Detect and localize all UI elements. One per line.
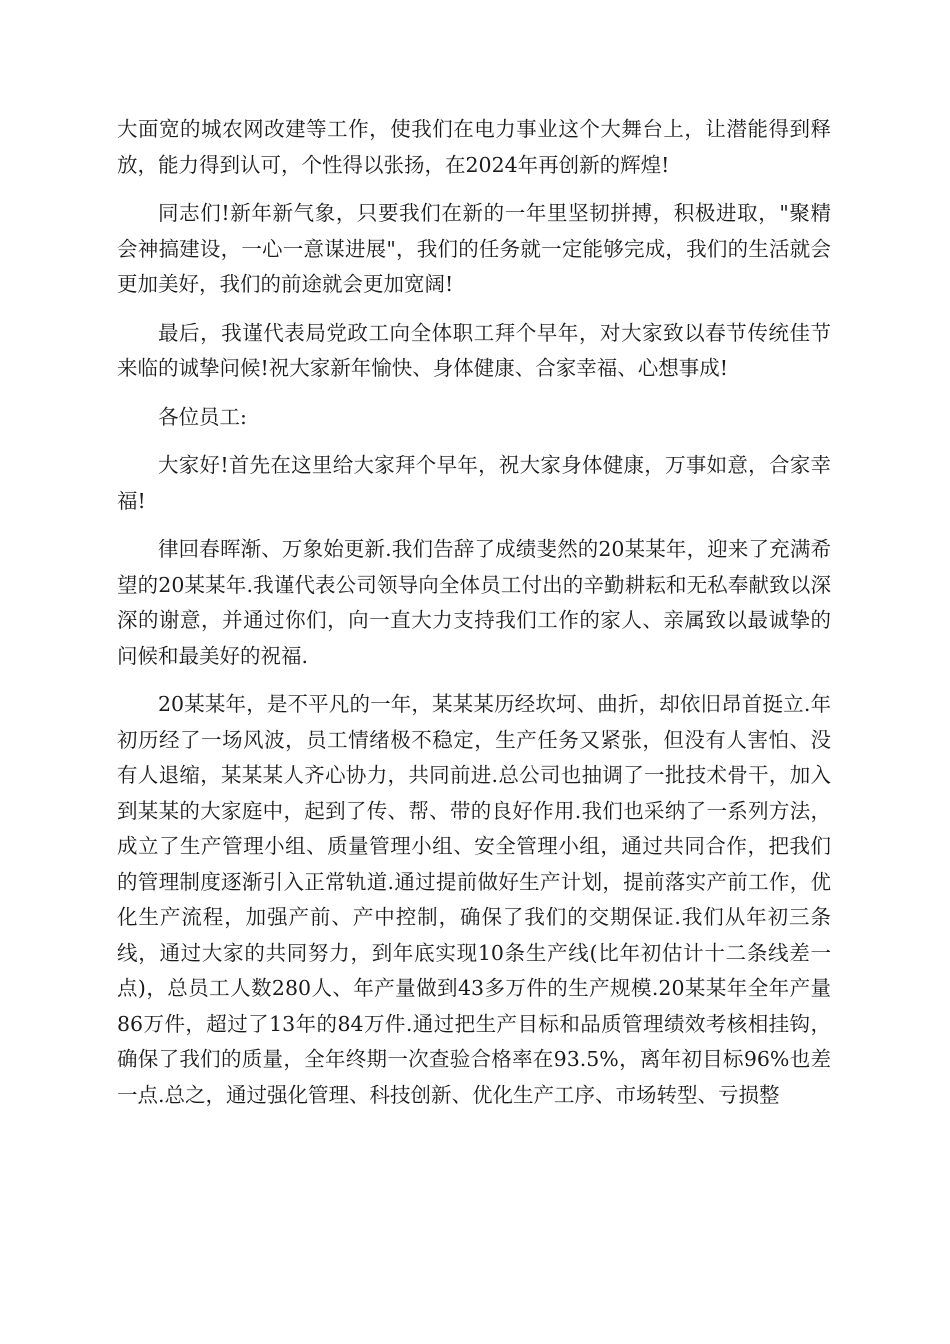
- paragraph-closing-greeting: 最后，我谨代表局党政工向全体职工拜个早年，对大家致以春节传统佳节来临的诚挚问候!祝大家新年愉快、身体健康、合家幸福、心想事成!: [117, 320, 831, 380]
- paragraph-continued: 大面宽的城农网改建等工作，使我们在电力事业这个大舞台上，让潜能得到释放，能力得到认可，个性得以张扬，在2024年再创新的辉煌!: [117, 117, 831, 177]
- document-body: [117, 112, 831, 1126]
- paragraph-year-review: 20某某年，是不平凡的一年，某某某历经坎坷、曲折，却依旧昂首挺立.年初历经了一场风波，员工情绪极不稳定，生产任务又紧张，但没有人害怕、没有人退缩，某某某人齐心协力，共同前进.总公司也抽调了一批技术骨干，加入到某某的大家庭中，起到了传、帮、带的良好作用.我们也采纳了一系列方法，成立了生产管理小组、质量管理小组、安全管理小组，通过共同合作，把我们的管理制度逐渐引入正常轨道.通过提前做好生产计划，提前落实产前工作，优化生产流程，加强产前、产中控制，确保了我们的交期保证.我们从年初三条线，通过大家的共同努力，到年底实现10条生产线(比年初估计十二条线差一点)，总员工人数280人、年产量做到43多万件的生产规模.20某某年全年产量86万件，超过了13年的84万件.通过把生产目标和品质管理绩效考核相挂钩，确保了我们的质量，全年终期一次查验合格率在93.5%，离年初目标96%也差一点.总之，通过强化管理、科技创新、优化生产工序、市场转型、亏损整: [117, 692, 831, 1107]
- paragraph-opening-greeting: 大家好!首先在这里给大家拜个早年，祝大家身体健康，万事如意，合家幸福!: [117, 453, 831, 513]
- paragraph-comrades: 同志们!新年新气象，只要我们在新的一年里坚韧拼搏，积极进取，"聚精会神搞建设，一心一意谋进展"，我们的任务就一定能够完成，我们的生活就会更加美好，我们的前途就会更加宽阔!: [117, 201, 831, 296]
- salutation: 各位员工:: [158, 404, 247, 429]
- paragraph-new-year-thanks: 律回春晖渐、万象始更新.我们告辞了成绩斐然的20某某年，迎来了充满希望的20某某年.我谨代表公司领导向全体员工付出的辛勤耕耘和无私奉献致以深深的谢意，并通过你们，向一直大力支持我们工作的家人、亲属致以最诚挚的问候和最美好的祝福.: [117, 537, 831, 668]
